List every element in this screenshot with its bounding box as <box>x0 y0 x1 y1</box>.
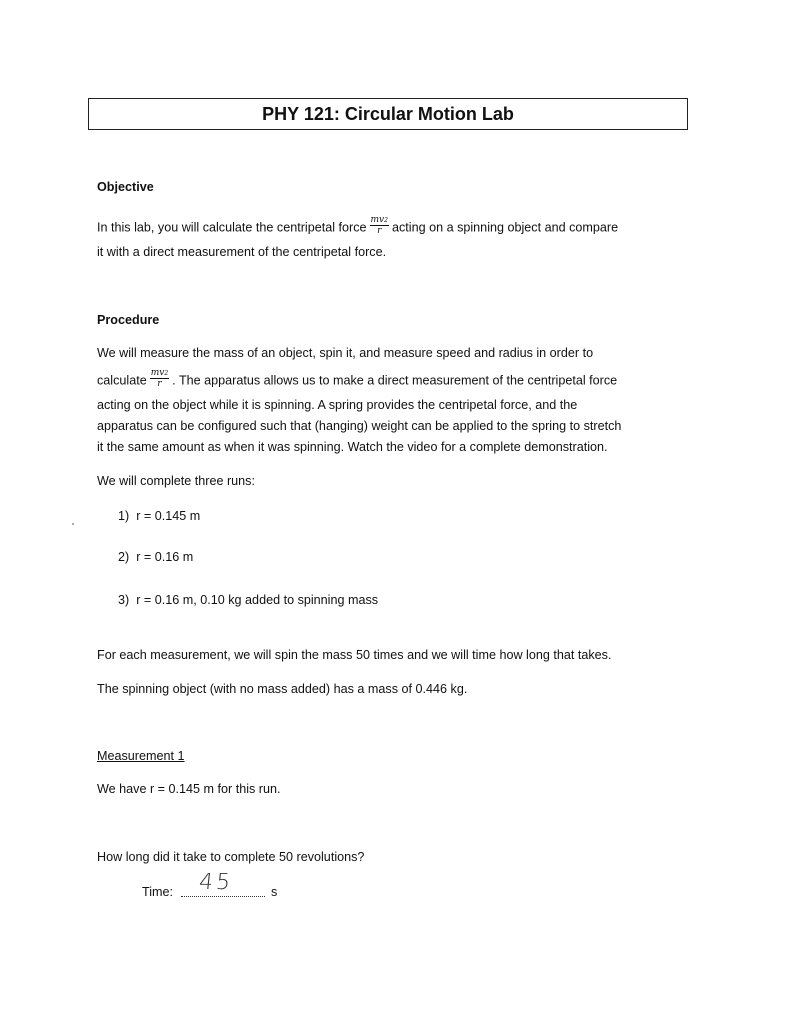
objective-line-1 <box>97 215 619 238</box>
formula-exponent: 2 <box>164 370 169 377</box>
list-item-number: 2) <box>118 550 130 564</box>
formula-mv2-over-r <box>370 216 389 236</box>
list-item <box>118 593 378 607</box>
time-label: Time: <box>142 885 174 899</box>
objective-text-after: acting on a spinning object and compare <box>391 220 619 235</box>
procedure-line-5: it the same amount as when it was spinning. Watch the video for a complete demonstration. <box>97 440 608 454</box>
formula-numerator: mv <box>150 368 165 378</box>
list-item-text: r = 0.16 m, 0.10 kg added to spinning mass <box>136 593 379 607</box>
procedure-line-3: acting on the object while it is spinning. A spring provides the centripetal force, and the <box>97 398 578 412</box>
formula-denominator: r <box>377 226 382 236</box>
list-item-text: r = 0.16 m <box>136 550 194 564</box>
page-title: PHY 121: Circular Motion Lab <box>262 103 514 124</box>
time-answer-row <box>142 870 278 899</box>
revolutions-question: How long did it take to complete 50 revolutions? <box>97 850 365 864</box>
formula-numerator: mv <box>370 215 385 225</box>
list-item-number: 1) <box>118 509 130 523</box>
procedure-calculate: calculate <box>97 373 147 388</box>
formula-exponent: 2 <box>384 217 388 224</box>
list-item <box>118 509 200 523</box>
each-measurement-note: For each measurement, we will spin the mass 50 times and we will time how long that takes. <box>97 648 612 662</box>
mass-note: The spinning object (with no mass added) has a mass of 0.446 kg. <box>97 682 468 696</box>
formula-mv2-over-r-2 <box>150 369 169 389</box>
title-box <box>88 98 688 130</box>
runs-intro: We will complete three runs: <box>97 474 255 488</box>
procedure-line-1: We will measure the mass of an object, spin it, and measure speed and radius in order to <box>97 346 594 360</box>
handwritten-time-value: 45 <box>197 870 235 895</box>
time-unit: s <box>271 885 278 899</box>
objective-line-2: it with a direct measurement of the centripetal force. <box>97 245 387 259</box>
scan-speck <box>72 523 74 525</box>
time-input[interactable] <box>181 870 265 897</box>
list-item-text: r = 0.145 m <box>136 509 201 523</box>
procedure-line-2 <box>97 368 618 391</box>
procedure-line-4: apparatus can be configured such that (hanging) weight can be applied to the spring to stretch <box>97 419 622 433</box>
measurement-1-heading: Measurement 1 <box>97 749 185 763</box>
procedure-heading: Procedure <box>97 313 160 327</box>
radius-note: We have r = 0.145 m for this run. <box>97 782 281 796</box>
objective-heading: Objective <box>97 180 154 194</box>
list-item-number: 3) <box>118 593 130 607</box>
objective-text-before: In this lab, you will calculate the centripetal force <box>97 220 367 235</box>
procedure-line-2-rest: . The apparatus allows us to make a direct measurement of the centripetal force <box>172 373 618 388</box>
formula-denominator: r <box>157 379 162 389</box>
list-item <box>118 550 193 564</box>
